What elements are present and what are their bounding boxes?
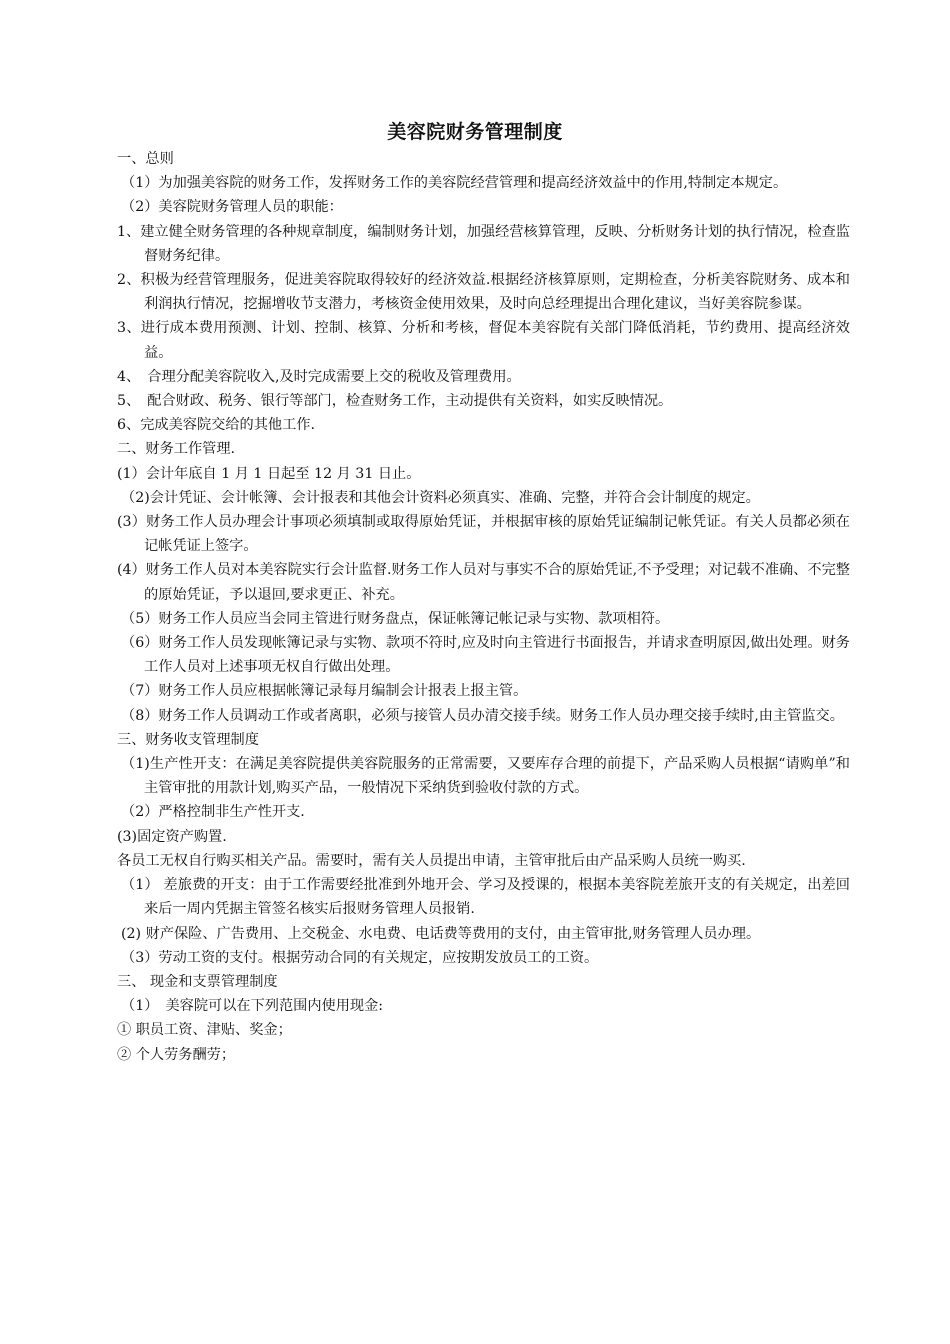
paragraph: 各员工无权自行购买相关产品。需要时，需有关人员提出申请，主管审批后由产品采购人员统一购买. [117,852,746,869]
section-heading-cash-cheque: 三、 现金和支票管理制度 [117,973,278,990]
list-item: （1） 差旅费的开支：由于工作需要经批准到外地开会、学习及授课的，根据本美容院差旅开支的有关规定，出差回来后一周内凭据主管签名核实后报财务管理人员报销. [121,877,850,918]
list-item: （1） 美容院可以在下列范围内使用现金: [121,998,384,1015]
list-item: 4、 合理分配美容院收入,及时完成需要上交的税收及管理费用。 [117,368,521,385]
document-title: 美容院财务管理制度 [387,121,563,143]
document-body [117,147,850,1067]
section-heading-income-expense: 三、财务收支管理制度 [117,731,259,748]
section-heading-finance-management: 二、财务工作管理. [117,441,236,458]
list-item: （2)会计凭证、会计帐簿、会计报表和其他会计资料必须真实、准确、完整，并符合会计制度的规定。 [121,489,760,506]
list-item: (3）财务工作人员办理会计事项必须填制或取得原始凭证，并根据审核的原始凭证编制记帐凭证。有关人员都必须在记帐凭证上签字。 [117,514,850,555]
paragraph: （1）为加强美容院的财务工作，发挥财务工作的美容院经营管理和提高经济效益中的作用,特制定本规定。 [121,175,788,192]
list-item: ② 个人劳务酬劳； [117,1046,236,1063]
list-item: （8）财务工作人员调动工作或者离职，必须与接管人员办清交接手续。财务工作人员办理交接手续时,由主管监交。 [121,707,844,724]
paragraph: （2）美容院财务管理人员的职能： [121,199,343,216]
section-heading-general: 一、总则 [117,151,174,167]
list-item: 3、进行成本费用预测、计划、控制、核算、分析和考核，督促本美容院有关部门降低消耗，节约费用、提高经济效益。 [117,320,850,361]
list-item: （7）财务工作人员应根据帐簿记录每月编制会计报表上报主管。 [121,683,528,700]
list-item: （6）财务工作人员发现帐簿记录与实物、款项不符时,应及时向主管进行书面报告，并请求查明原因,做出处理。财务工作人员对上述事项无权自行做出处理。 [121,635,850,676]
list-item: （2）严格控制非生产性开支. [121,804,305,821]
list-item: 1、建立健全财务管理的各种规章制度，编制财务计划，加强经营核算管理，反映、分析财务计划的执行情况，检查监督财务纪律。 [117,223,850,264]
list-item: 6、完成美容院交给的其他工作. [117,417,315,434]
list-item: ① 职员工资、津贴、奖金； [117,1022,292,1039]
list-item: (1）会计年底自 1 月 1 日起至 12 月 31 日止。 [117,465,421,482]
list-item: （5）财务工作人员应当会同主管进行财务盘点，保证帐簿记帐记录与实物、款项相符。 [121,610,670,627]
list-item: (2) 财产保险、广告费用、上交税金、水电费、电话费等费用的支付，由主管审批,财务管理人员办理。 [121,925,761,942]
list-item: 2、积极为经营管理服务，促进美容院取得较好的经济效益.根据经济核算原则，定期检查，分析美容院财务、成本和利润执行情况，挖掘增收节支潜力，考核资金使用效果，及时向总经理提出合理化建议，当好美容院参谋。 [117,272,850,313]
list-item: （3）劳动工资的支付。根据劳动合同的有关规定，应按期发放员工的工资。 [121,949,599,966]
list-item: （1)生产性开支：在满足美容院提供美容院服务的正常需要，又要库存合理的前提下，产品采购人员根据“请购单”和主管审批的用款计划,购买产品，一般情况下采纳货到验收付款的方式。 [121,756,850,797]
list-item: 5、 配合财政、税务、银行等部门，检查财务工作，主动提供有关资料，如实反映情况。 [117,393,673,410]
list-item: (3)固定资产购置. [117,828,227,845]
list-item: (4）财务工作人员对本美容院实行会计监督.财务工作人员对与事实不合的原始凭证,不予受理；对记载不准确、不完整的原始凭证，予以退回,要求更正、补充。 [117,562,850,603]
